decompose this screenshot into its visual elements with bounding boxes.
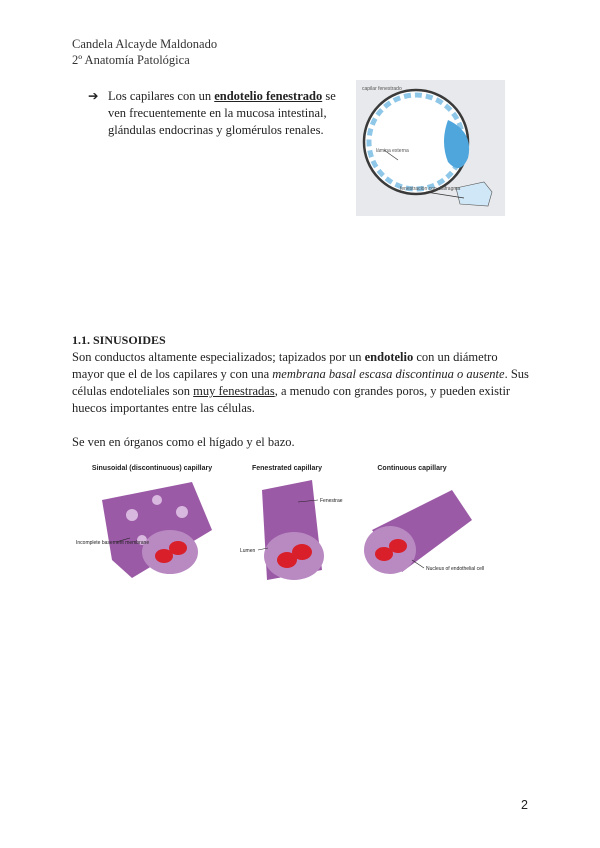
arrow-icon: ➔	[88, 89, 99, 103]
section-paragraph-1	[72, 349, 532, 417]
fig1-label-bottom: fenestración con diafragma	[400, 186, 461, 192]
bullet-text	[108, 88, 348, 139]
fig2-label-nucleus: Nucleus of endothelial cell	[426, 566, 485, 572]
p1-b: con un diámetro mayor que el de los capilares y con una	[72, 350, 498, 381]
p1-d: , a menudo con grandes poros, y pueden existir huecos importantes entre las células.	[72, 384, 511, 415]
bullet-bold: endotelio fenestrado	[214, 89, 323, 103]
fig2-title-2: Fenestrated capillary	[251, 465, 323, 472]
sinusoidal-capillary-illustration	[76, 482, 212, 578]
p1-c: . Sus células endoteliales son	[72, 367, 529, 398]
page-header	[72, 36, 217, 68]
p1-italic: membrana basal escasa discontinua o ausente	[272, 367, 505, 381]
fig2-label-fenestrae: Fenestrae	[320, 498, 343, 504]
fenestrated-capillary-diagram	[356, 80, 505, 216]
fig1-label-mid: lámina externa	[376, 148, 409, 154]
fig2-label-lumen: Lumen	[240, 548, 256, 554]
p1-a: Son conductos altamente especializados; tapizados por un	[72, 350, 365, 364]
paragraph-gap	[72, 417, 532, 434]
author-name: Candela Alcayde Maldonado	[72, 37, 218, 51]
fig2-label-basement: Incomplete basement membrane	[76, 540, 150, 546]
sinusoides-section	[72, 332, 532, 451]
bullet-paragraph	[88, 88, 348, 139]
fig2-title-3: Continuous capillary	[377, 465, 447, 472]
p1-bold: endotelio	[364, 350, 414, 364]
fenestrated-capillary-illustration	[240, 480, 343, 580]
section-title: 1.1. SINUSOIDES	[72, 333, 166, 347]
page-number: 2	[521, 798, 528, 812]
capillary-types-figure	[72, 460, 502, 590]
section-paragraph-2: Se ven en órganos como el hígado y el bazo.	[72, 435, 295, 449]
bullet-post: se ven frecuentemente en la mucosa intestinal, glándulas endocrinas y glomérulos renales.	[108, 89, 336, 137]
continuous-capillary-illustration	[364, 490, 484, 574]
bullet-pre: Los capilares con un	[108, 89, 215, 103]
course-name: 2º Anatomía Patológica	[72, 53, 190, 67]
fig2-title-1: Sinusoidal (discontinuous) capillary	[91, 465, 213, 472]
p1-underline: muy fenestradas	[193, 384, 275, 398]
fig1-label-top: capilar fenestrado	[362, 86, 402, 92]
